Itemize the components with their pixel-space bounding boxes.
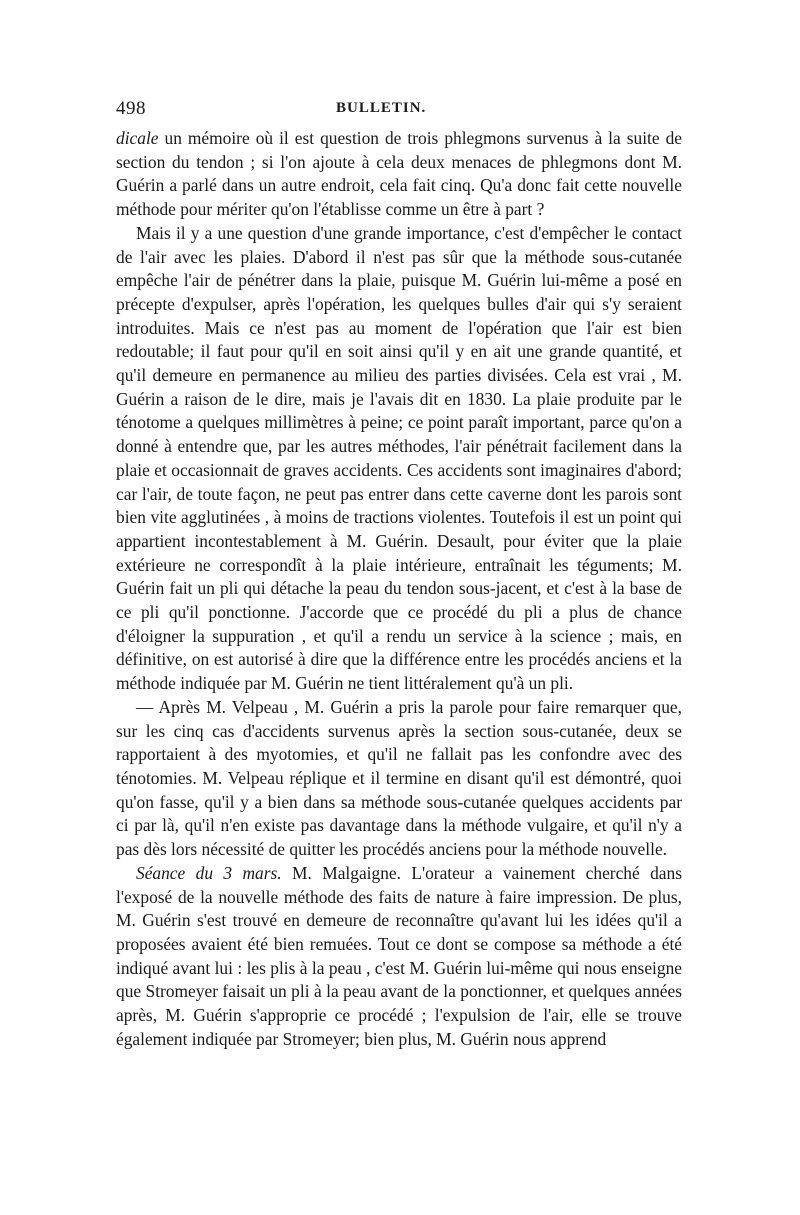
body-text: [116, 127, 682, 1051]
paragraph-lead-italic: Séance du 3 mars.: [136, 862, 282, 883]
running-head: BULLETIN.: [336, 100, 427, 116]
page-number: 498: [116, 98, 146, 119]
paragraph-lead-italic: dicale: [116, 128, 159, 148]
page-header: [116, 98, 682, 124]
paragraph-text: Mais il y a une question d'une grande importance, c'est d'empêcher le contact de l'air avec les plaies. D'abord il n'est pas sûr que la méthode sous-cutanée empêche l'air de pénétrer dans la plaie, puisque M. Guérin lui-même a posé en précepte d'expulser, après l'opération, les quelques bulles d'air qui s'y seraient introduites. Mais ce n'est pas au moment de l'opération que l'air est bien redoutable; il faut pour qu'il en soit ainsi qu'il y en ait une grande quantité, et qu'il demeure en permanence au milieu des parties divisées. Cela est vrai , M. Guérin a raison de le dire, mais je l'avais dit en 1830. La plaie produite par le ténotome a quelques millimètres à peine; ce point paraît important, parce qu'on a donné à entendre que, par les autres méthodes, l'air pénétrait facilement dans la plaie et occasionnait de graves accidents. Ces accidents sont imaginaires d'abord; car l'air, de toute façon, ne peut pas entrer dans cette caverne dont les parois sont bien vite agglutinées , à moins de tractions violentes. Toutefois il est un point qui appartient incontestablement à M. Guérin. Desault, pour éviter que la plaie extérieure ne correspondît à la plaie intérieure, entraînait les téguments; M. Guérin fait un pli qui détache la peau du tendon sous-jacent, et c'est à la base de ce pli qu'il ponctionne. J'accorde que ce procédé du pli a plus de chance d'éloigner la suppuration , et qu'il a rendu un service à la science ; mais, en définitive, on est autorisé à dire que la différence entre les procédés anciens et la méthode indiquée par M. Guérin ne tient littéralement qu'à un pli.: [116, 222, 682, 694]
paragraph-air-contact: [116, 222, 682, 696]
paragraph-velpeau-reply: [116, 696, 682, 862]
paragraph-text: un mémoire où il est question de trois phlegmons survenus à la suite de section du tendon ; si l'on ajoute à cela deux menaces de phlegmons dont M. Guérin a parlé dans un autre endroit, cela fait cinq. Qu'a donc fait cette nouvelle méthode pour mériter qu'on l'établisse comme un être à part ?: [116, 128, 682, 220]
paragraph-text: — Après M. Velpeau , M. Guérin a pris la parole pour faire remarquer que, sur les cinq cas d'accidents survenus après la section sous-cutanée, deux se rapportaient à des myotomies, et qu'il ne fallait pas les confondre avec des ténotomies. M. Velpeau réplique et il termine en disant qu'il est démontré, quoi qu'on fasse, qu'il y a bien dans sa méthode sous-cutanée quelques accidents par ci par là, qu'il n'en existe pas davantage dans la méthode vulgaire, et qu'il n'y a pas dès lors nécessité de quitter les procédés anciens pour la méthode nouvelle.: [116, 696, 682, 860]
paragraph-text: M. Malgaigne. L'orateur a vainement cherché dans l'exposé de la nouvelle méthode des faits de nature à faire impression. De plus, M. Guérin s'est trouvé en demeure de reconnaître qu'avant lui les idées qu'il a proposées avaient été bien remuées. Tout ce dont se compose sa méthode a été indiqué avant lui : les plis à la peau , c'est M. Guérin lui-même qui nous enseigne que Stromeyer faisait un pli à la peau avant de la ponctionner, et quelques années après, M. Guérin s'approprie ce procédé ; l'expulsion de l'air, elle se trouve également indiquée par Stromeyer; bien plus, M. Guérin nous apprend: [116, 862, 682, 1049]
paragraph-continuation: [116, 127, 682, 222]
paragraph-seance-3-mars: [116, 862, 682, 1052]
